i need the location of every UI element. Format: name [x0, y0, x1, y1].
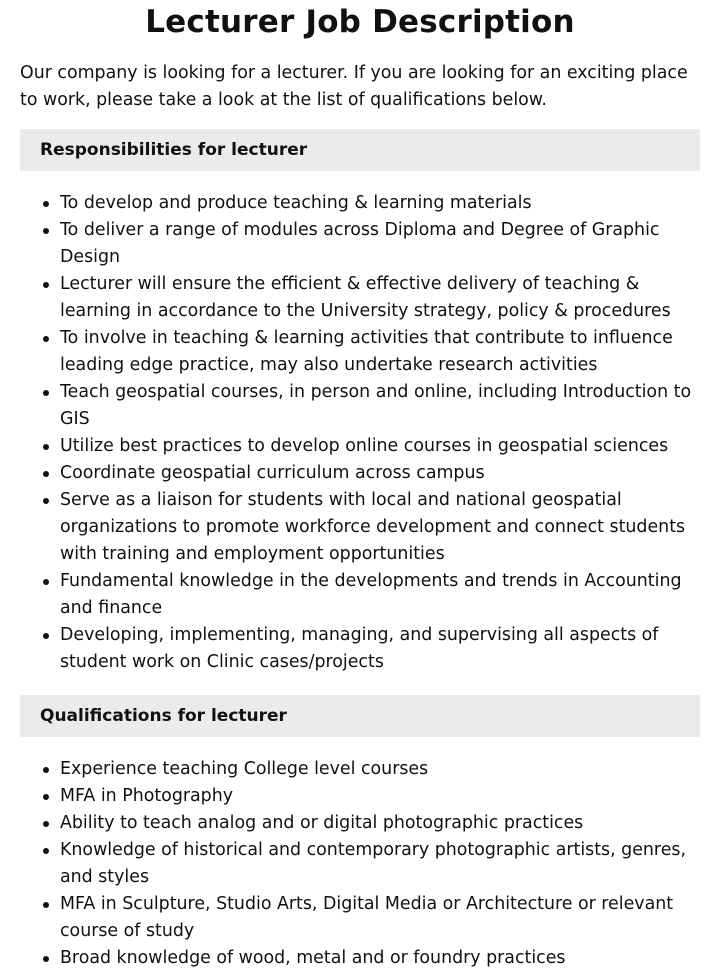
list-item — [20, 568, 700, 622]
bullet-icon — [43, 228, 49, 234]
list-item — [20, 945, 700, 972]
list-item-text: To develop and produce teaching & learning materials — [60, 193, 532, 213]
list-item-text: MFA in Sculpture, Studio Arts, Digital Media or Architecture or relevant course of study — [60, 894, 674, 941]
list-item-text: Developing, implementing, managing, and supervising all aspects of student work on Clinic cases/projects — [60, 625, 659, 672]
list-item — [20, 190, 700, 217]
list-item — [20, 837, 700, 891]
bullet-icon — [43, 579, 49, 585]
bullet-icon — [43, 767, 49, 773]
list-item — [20, 756, 700, 783]
list-item-text: Lecturer will ensure the efficient & effective delivery of teaching & learning in accordance to the University strategy, policy & procedures — [60, 274, 671, 321]
list-item — [20, 783, 700, 810]
list-item — [20, 810, 700, 837]
list-item — [20, 379, 700, 433]
qualifications-heading: Qualifications for lecturer — [20, 695, 700, 737]
bullet-icon — [43, 336, 49, 342]
bullet-icon — [43, 633, 49, 639]
qualifications-list — [20, 756, 700, 972]
bullet-icon — [43, 471, 49, 477]
bullet-icon — [43, 498, 49, 504]
list-item-text: Teach geospatial courses, in person and online, including Introduction to GIS — [60, 382, 692, 429]
bullet-icon — [43, 201, 49, 207]
list-item — [20, 891, 700, 945]
list-item — [20, 433, 700, 460]
page-title: Lecturer Job Description — [145, 4, 575, 40]
bullet-icon — [43, 282, 49, 288]
list-item-text: To deliver a range of modules across Diploma and Degree of Graphic Design — [60, 220, 660, 267]
bullet-icon — [43, 794, 49, 800]
list-item-text: Experience teaching College level courses — [60, 759, 429, 779]
list-item — [20, 622, 700, 676]
bullet-icon — [43, 956, 49, 962]
list-item-text: To involve in teaching & learning activities that contribute to influence leading edge practice, may also undertake research activities — [60, 328, 673, 375]
list-item-text: MFA in Photography — [60, 786, 234, 806]
bullet-icon — [43, 821, 49, 827]
list-item — [20, 271, 700, 325]
list-item-text: Serve as a liaison for students with local and national geospatial organizations to promote workforce development and connect students with training and employment opportunities — [60, 490, 686, 564]
responsibilities-heading: Responsibilities for lecturer — [20, 129, 700, 171]
list-item-text: Knowledge of historical and contemporary photographic artists, genres, and styles — [60, 840, 686, 887]
list-item-text: Ability to teach analog and or digital photographic practices — [60, 813, 584, 833]
list-item — [20, 325, 700, 379]
list-item-text: Utilize best practices to develop online courses in geospatial sciences — [60, 436, 669, 456]
responsibilities-list — [20, 190, 700, 676]
bullet-icon — [43, 444, 49, 450]
list-item-text: Coordinate geospatial curriculum across campus — [60, 463, 485, 483]
bullet-icon — [43, 848, 49, 854]
list-item-text: Broad knowledge of wood, metal and or foundry practices — [60, 948, 566, 968]
bullet-icon — [43, 902, 49, 908]
list-item — [20, 460, 700, 487]
list-item — [20, 487, 700, 568]
intro-paragraph: Our company is looking for a lecturer. If you are looking for an exciting place to work, please take a look at the list of qualifications below. — [20, 63, 688, 110]
list-item — [20, 217, 700, 271]
bullet-icon — [43, 390, 49, 396]
list-item-text: Fundamental knowledge in the developments and trends in Accounting and finance — [60, 571, 682, 618]
